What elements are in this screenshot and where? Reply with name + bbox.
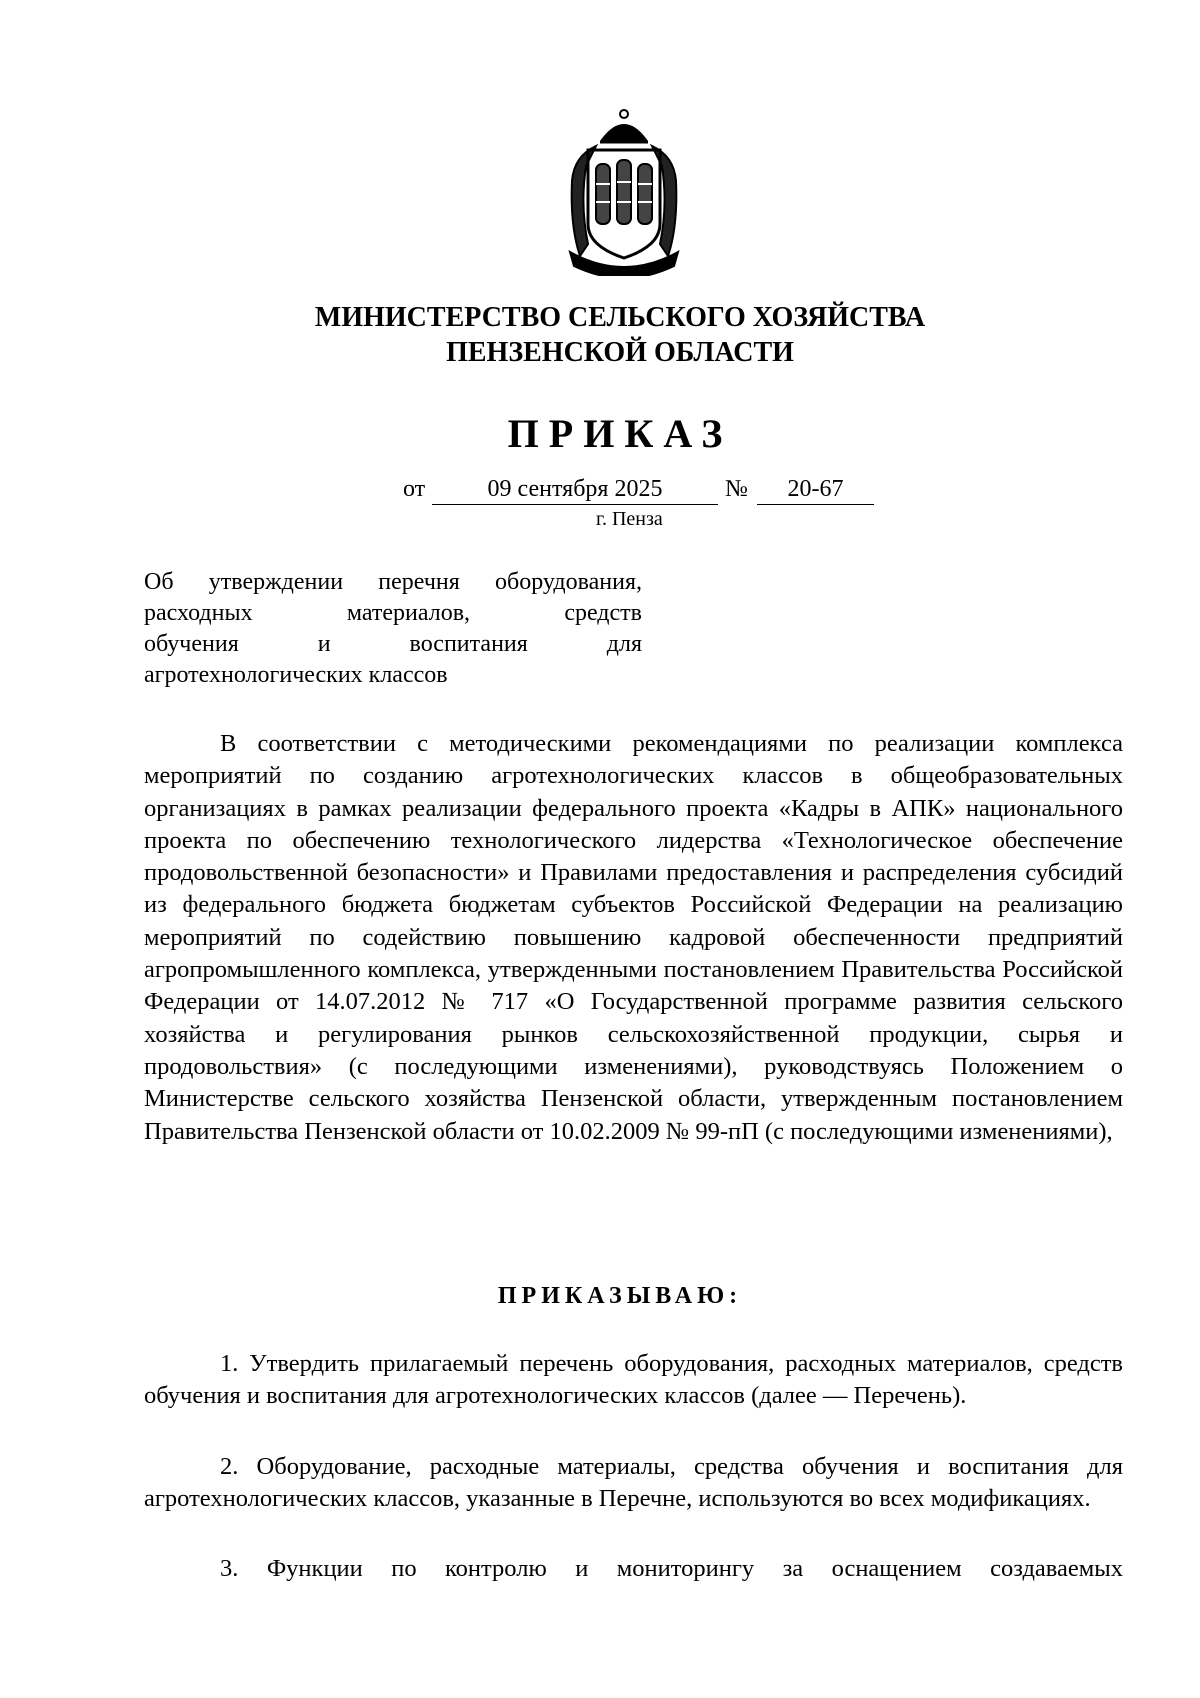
order-item-3: 3. Функции по контролю и мониторингу за оснащением создаваемых	[220, 1555, 1123, 1582]
ministry-name-line2: ПЕНЗЕНСКОЙ ОБЛАСТИ	[446, 337, 794, 368]
document-type-title: ПРИКАЗ	[507, 411, 733, 456]
subject-line: обучения и воспитания для	[144, 631, 642, 657]
subject-line: расходных материалов, средств	[144, 600, 642, 626]
coat-of-arms-icon	[566, 106, 682, 276]
document-subject	[144, 567, 642, 691]
subject-line: Об утверждении перечня оборудования,	[144, 569, 642, 595]
date-prefix: от	[403, 476, 426, 502]
ministry-name-line1: МИНИСТЕРСТВО СЕЛЬСКОГО ХОЗЯЙСТВА	[314, 302, 926, 333]
subject-line: агротехнологических классов	[144, 662, 448, 688]
preamble-paragraph: В соответствии с методическими рекомендациями по реализации комплекса мероприятий по созданию агротехнологических классов в общеобразовательных организациях в рамках реализации федерального проекта «Кадры в АПК» национального проекта по обеспечению технологического лидерства «Технологическое обеспечение продовольственной безопасности» и Правилами предоставления и распределения субсидий из федерального бюджета бюджетам субъектов Российской Федерации на реализацию мероприятий по содействию повышению кадровой обеспеченности предприятий агропромышленного комплекса, утвержденными постановлением Правительства Российской Федерации от 14.07.2012 № 717 «О Государственной программе развития сельского хозяйства и регулирования рынков сельскохозяйственной продукции, сырья и продовольствия» (с последующими изменениями), руководствуясь Положением о Министерстве сельского хозяйства Пензенской области, утвержденным постановлением Правительства Пензенской области от 10.02.2009 № 99-пП (с последующими изменениями),	[144, 730, 1123, 1145]
document-city: г. Пенза	[596, 508, 663, 530]
order-item-1: 1. Утвердить прилагаемый перечень оборудования, расходных материалов, средств обучения и воспитания для агротехнологических классов (далее — Перечень).	[144, 1350, 1123, 1410]
document-number: 20-67	[757, 474, 874, 505]
number-sign: №	[725, 476, 748, 502]
order-heading: ПРИКАЗЫВАЮ:	[497, 1283, 743, 1309]
document-date: 09 сентября 2025	[432, 474, 718, 505]
order-item-2: 2. Оборудование, расходные материалы, средства обучения и воспитания для агротехнологических классов, указанные в Перечне, используются во всех модификациях.	[144, 1453, 1123, 1513]
